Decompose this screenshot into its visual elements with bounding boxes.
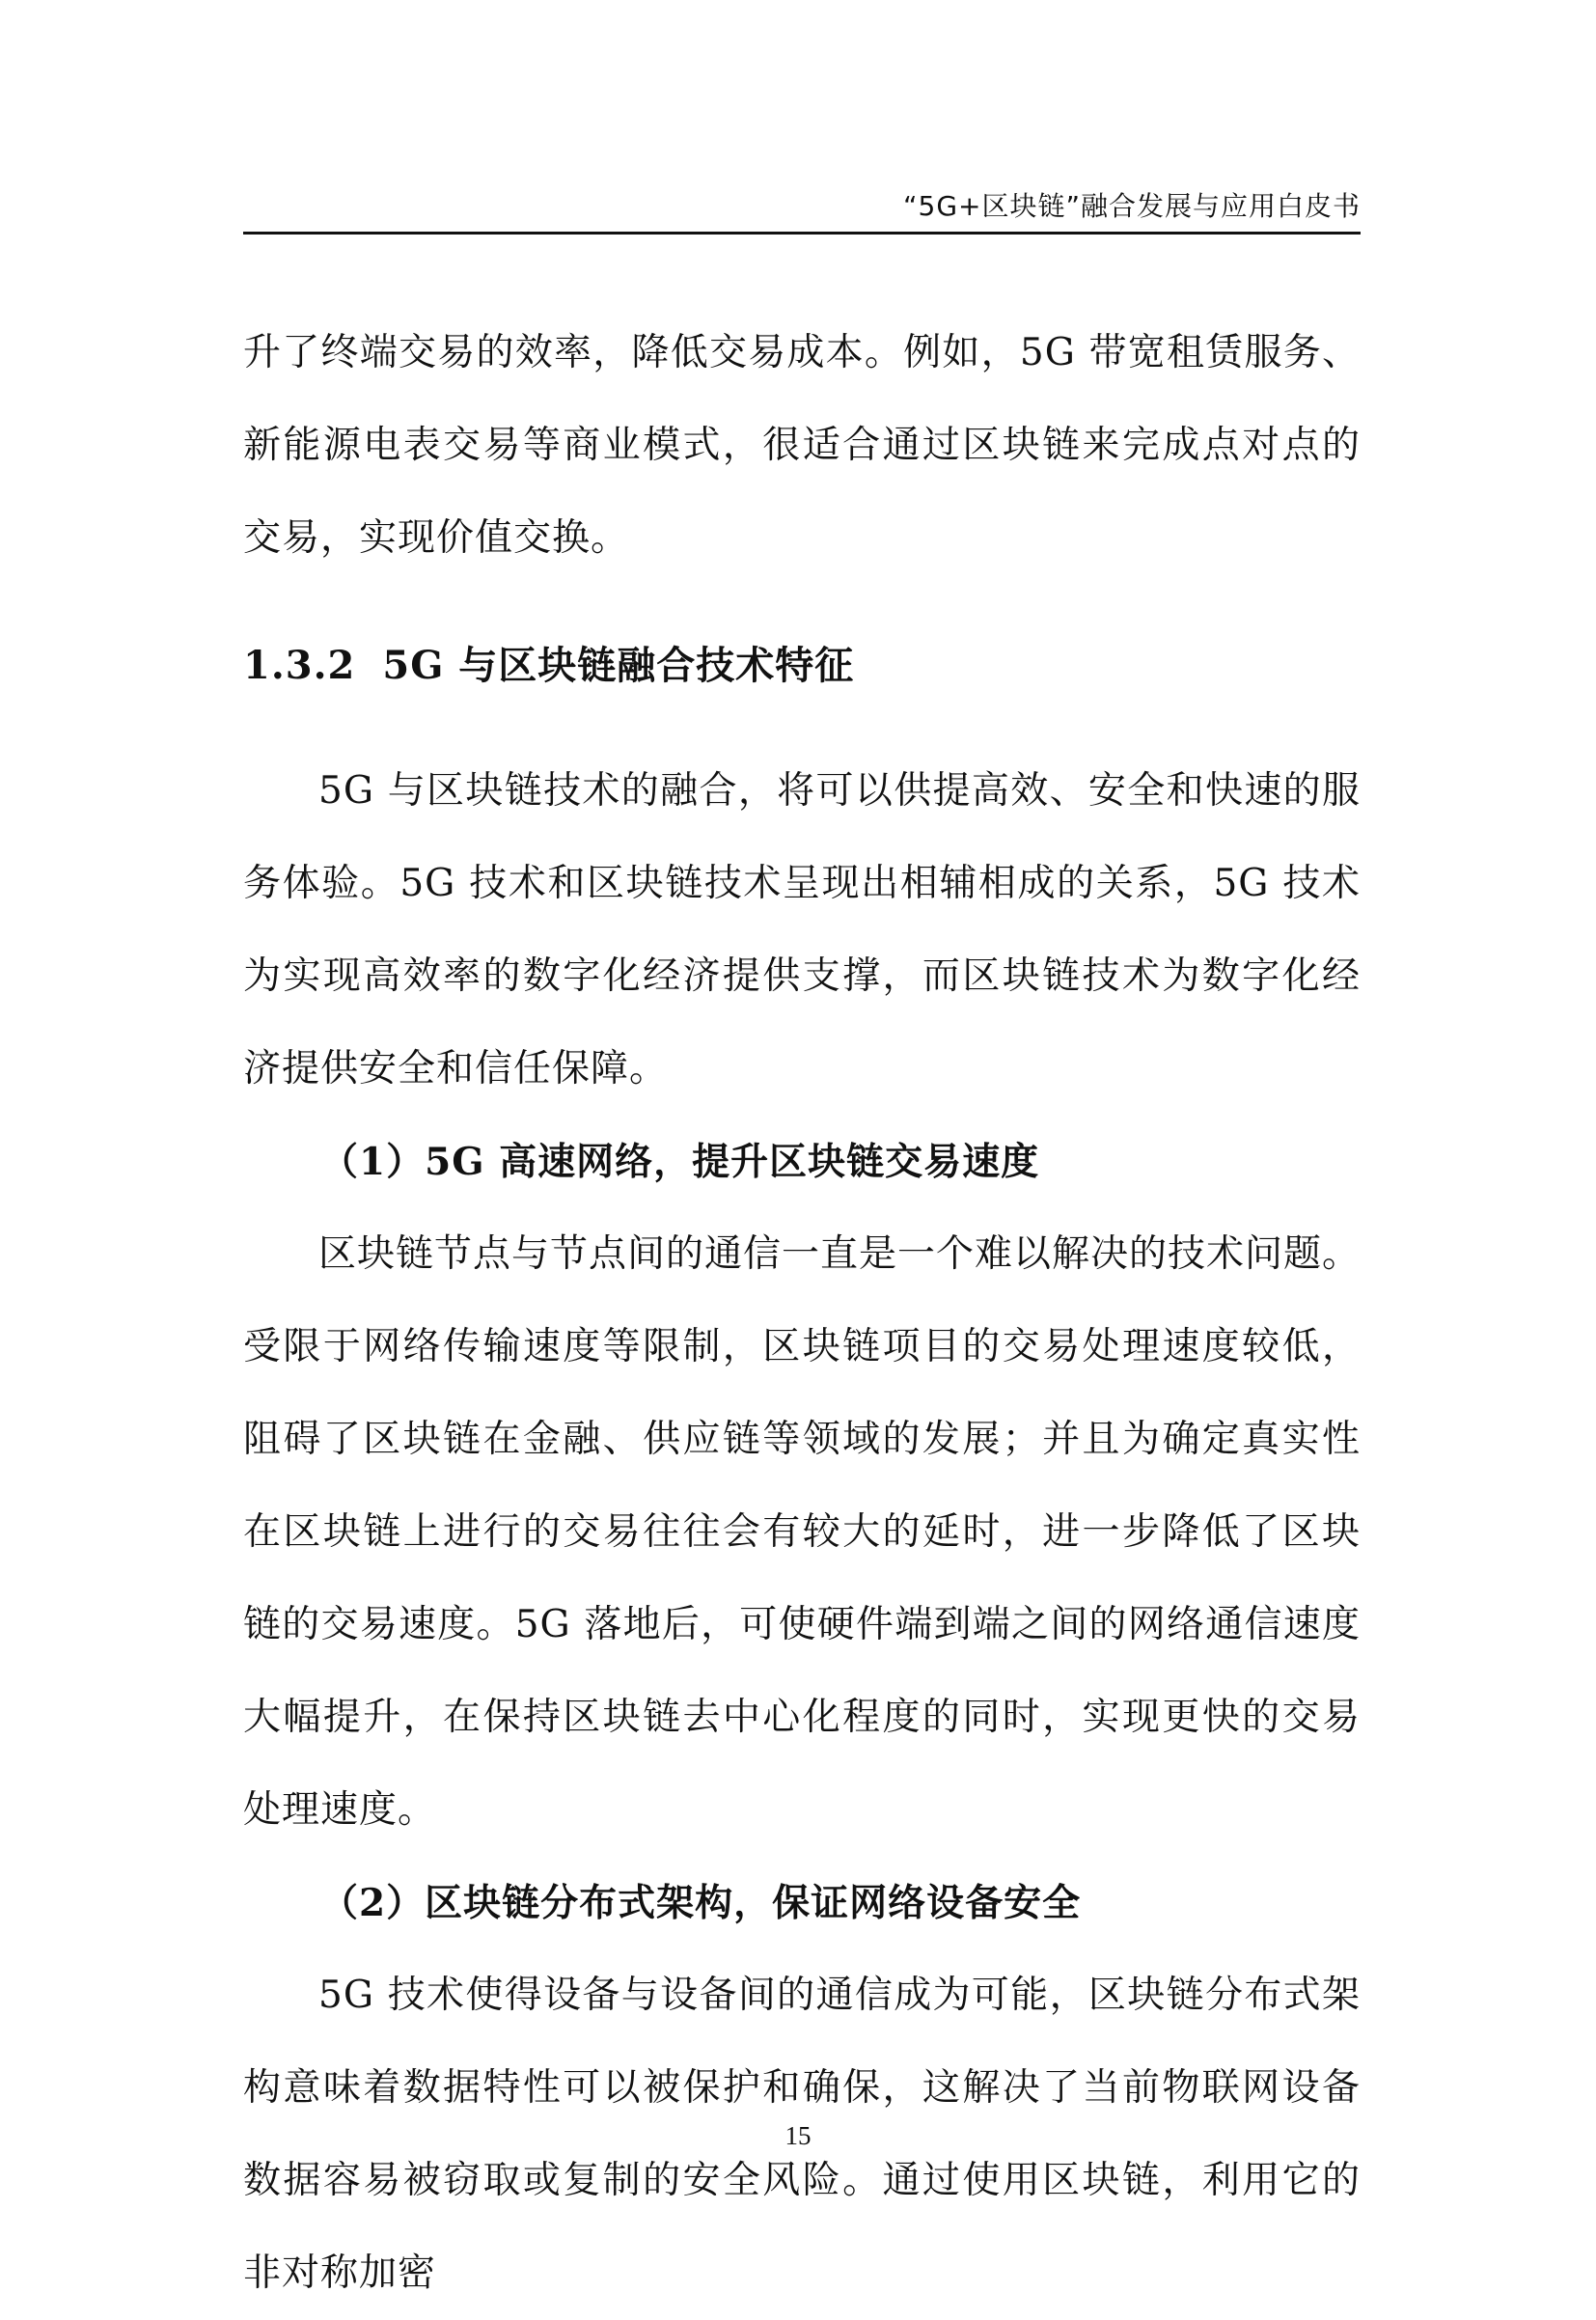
- subheading-2: （2）区块链分布式架构，保证网络设备安全: [320, 1881, 1082, 1925]
- page-number: 15: [784, 2121, 812, 2150]
- section-title: 5G 与区块链融合技术特征: [382, 643, 855, 688]
- page-body: [243, 307, 1361, 2320]
- subheading-1: （1）5G 高速网络，提升区块链交易速度: [320, 1140, 1040, 1184]
- running-header: “5G+区块链”融合发展与应用白皮书: [903, 190, 1361, 222]
- subheading-1-paragraph: 区块链节点与节点间的通信一直是一个难以解决的技术问题。受限于网络传输速度等限制，区块链项目的交易处理速度较低，阻碍了区块链在金融、供应链等领域的发展；并且为确定真实性在区块链上进行的交易往往会有较大的延时，进一步降低了区块链的交易速度。5G 落地后，可使硬件端到端之间的网络通信速度大幅提升，在保持区块链去中心化程度的同时，实现更快的交易处理速度。: [243, 1232, 1362, 1832]
- intro-paragraph: 升了终端交易的效率，降低交易成本。例如，5G 带宽租赁服务、新能源电表交易等商业模式，很适合通过区块链来完成点对点的交易，实现价值交换。: [243, 331, 1361, 560]
- section-paragraph: 5G 与区块链技术的融合，将可以供提高效、安全和快速的服务体验。5G 技术和区块链技术呈现出相辅相成的关系，5G 技术为实现高效率的数字化经济提供支撑，而区块链技术为数字化经济提供安全和信任保障。: [243, 769, 1361, 1091]
- section-number: 1.3.2: [243, 643, 356, 688]
- subheading-2-paragraph: 5G 技术使得设备与设备间的通信成为可能，区块链分布式架构意味着数据特性可以被保护和确保，这解决了当前物联网设备数据容易被窃取或复制的安全风险。通过使用区块链，利用它的非对称加密: [243, 1974, 1361, 2295]
- section-heading: [243, 620, 1361, 712]
- header-rule: [243, 232, 1361, 235]
